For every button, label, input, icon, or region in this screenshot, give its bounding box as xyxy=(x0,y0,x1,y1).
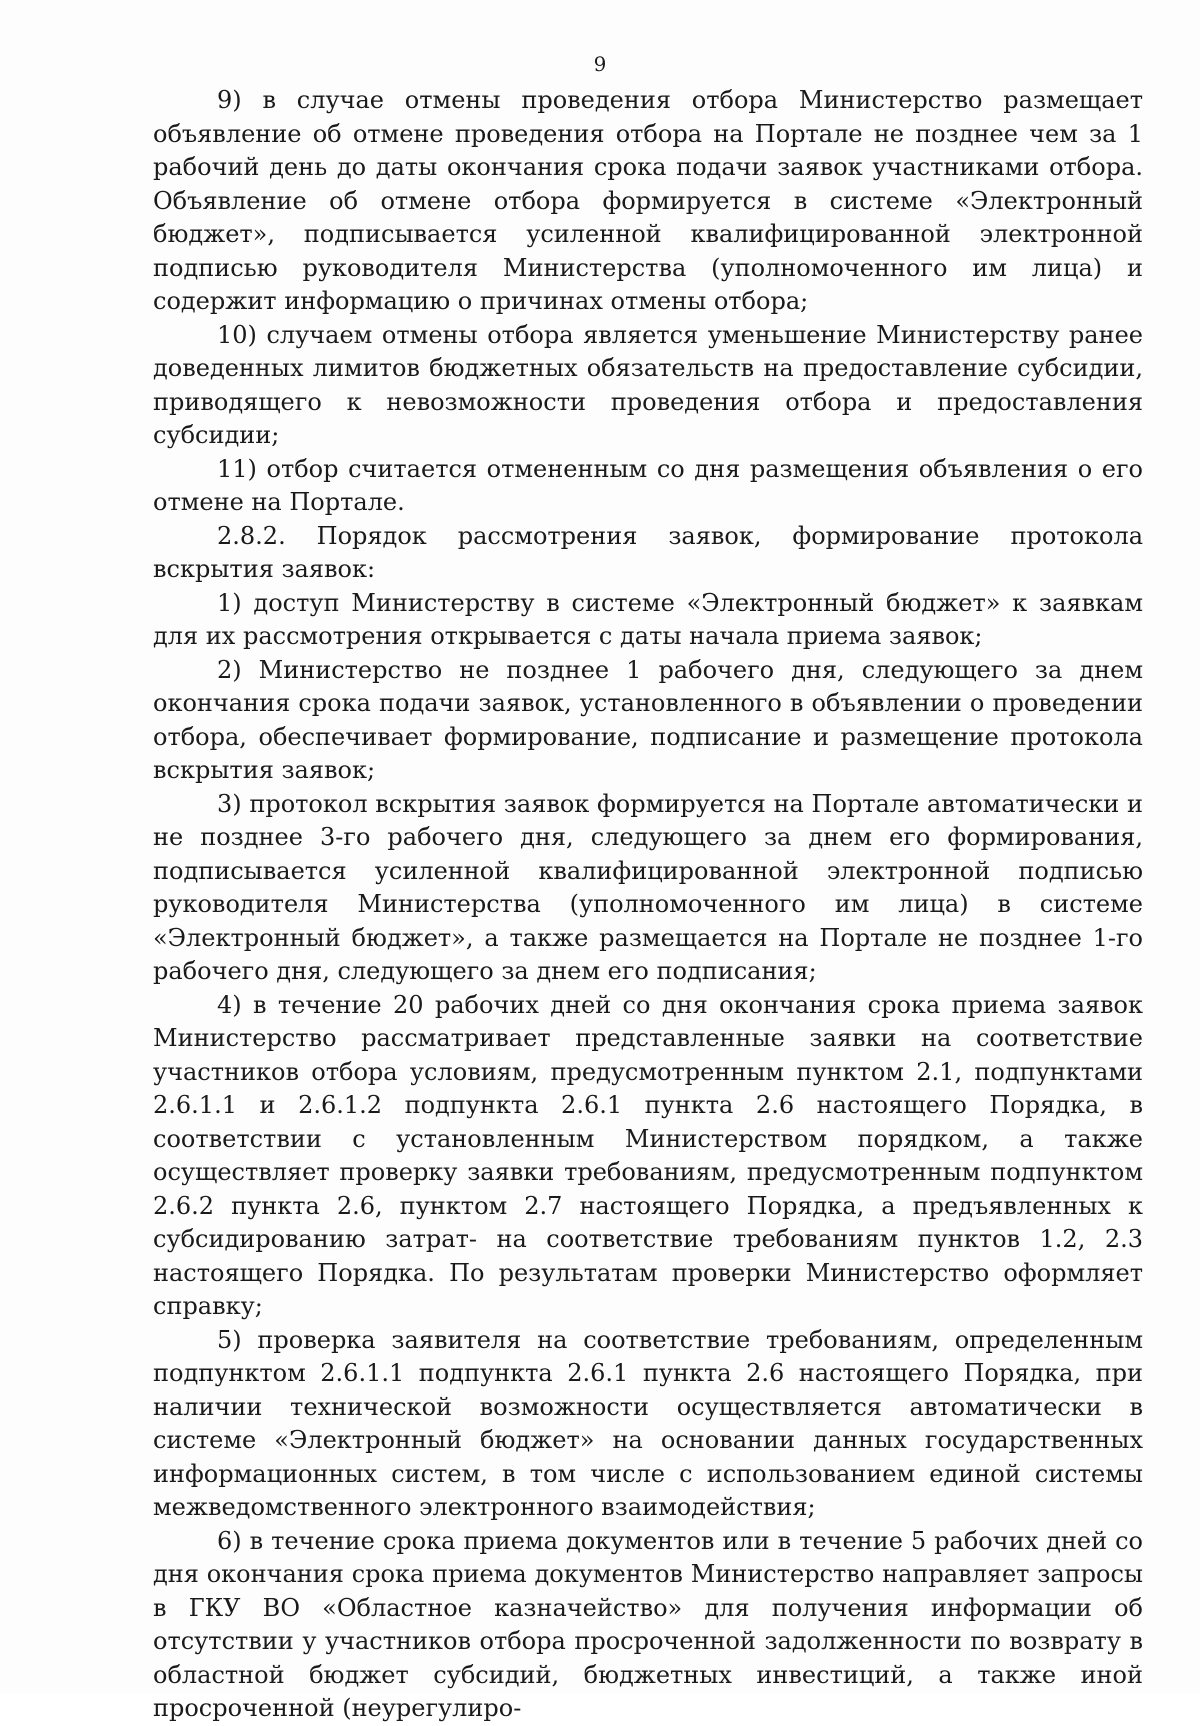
paragraph-item-9: 9) в случае отмены проведения отбора Министерство размещает объявление об отмене проведения отбора на Портале не позднее чем за 1 рабочий день до даты окончания срока подачи заявок участниками отбора. Объявление об отмене отбора формируется в системе «Электронный бюджет», подписывается усиленной квалифицированной электронной подписью руководителя Министерства (уполномоченного им лица) и содержит информацию о причинах отмены отбора; xyxy=(153,86,1143,315)
document-body xyxy=(153,84,1143,1726)
paragraph-item-5: 5) проверка заявителя на соответствие требованиям, определенным подпунктом 2.6.1.1 подпункта 2.6.1 пункта 2.6 настоящего Порядка, при наличии технической возможности осуществляется автоматически в системе «Электронный бюджет» на основании данных государственных информационных систем, в том числе с использованием единой системы межведомственного электронного взаимодействия; xyxy=(153,1325,1143,1521)
paragraph-item-11: 11) отбор считается отмененным со дня размещения объявления о его отмене на Портале. xyxy=(153,454,1143,516)
paragraph-item-10: 10) случаем отмены отбора является уменьшение Министерству ранее доведенных лимитов бюджетных обязательств на предоставление субсидии, приводящего к невозможности проведения отбора и предоставления субсидии; xyxy=(153,320,1143,449)
paragraph-item-2: 2) Министерство не позднее 1 рабочего дня, следующего за днем окончания срока подачи заявок, установленного в объявлении о проведении отбора, обеспечивает формирование, подписание и размещение протокола вскрытия заявок; xyxy=(153,655,1143,784)
paragraph-item-1: 1) доступ Министерству в системе «Электронный бюджет» к заявкам для их рассмотрения открывается с даты начала приема заявок; xyxy=(153,588,1143,650)
section-heading-2-8-2: 2.8.2. Порядок рассмотрения заявок, формирование протокола вскрытия заявок: xyxy=(153,521,1143,583)
paragraph-item-6: 6) в течение срока приема документов или в течение 5 рабочих дней со дня окончания срока приема документов Министерство направляет запросы в ГКУ ВО «Областное казначейство» для получения информации об отсутствии у участников отбора просроченной задолженности по возврату в областной бюджет субсидий, бюджетных инвестиций, а также иной просроченной (неурегулиро- xyxy=(153,1526,1143,1722)
page-number: 9 xyxy=(593,52,607,76)
paragraph-item-4: 4) в течение 20 рабочих дней со дня окончания срока приема заявок Министерство рассматривает представленные заявки на соответствие участников отбора условиям, предусмотренным пунктом 2.1, подпунктами 2.6.1.1 и 2.6.1.2 подпункта 2.6.1 пункта 2.6 настоящего Порядка, в соответствии с установленным Министерством порядком, а также осуществляет проверку заявки требованиям, предусмотренным подпунктом 2.6.2 пункта 2.6, пунктом 2.7 настоящего Порядка, а предъявленных к субсидированию затрат- на соответствие требованиям пунктов 1.2, 2.3 настоящего Порядка. По результатам проверки Министерство оформляет справку; xyxy=(153,990,1143,1320)
paragraph-item-3: 3) протокол вскрытия заявок формируется на Портале автоматически и не позднее 3-го рабочего дня, следующего за днем его формирования, подписывается усиленной квалифицированной электронной подписью руководителя Министерства (уполномоченного им лица) в системе «Электронный бюджет», а также размещается на Портале не позднее 1-го рабочего дня, следующего за днем его подписания; xyxy=(153,789,1143,985)
